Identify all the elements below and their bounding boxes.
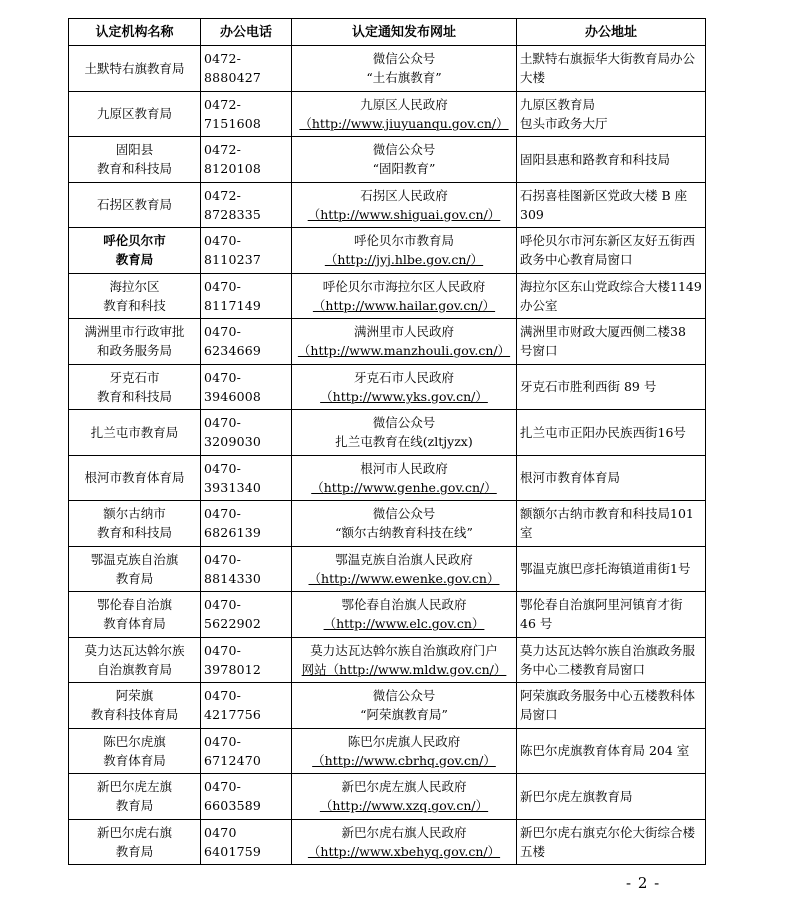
- table-row: [69, 774, 706, 820]
- website-source-label: 微信公众号: [372, 51, 436, 67]
- office-phone-cell: 0470-4217756: [201, 683, 292, 729]
- table-row: [69, 46, 706, 92]
- org-name-line: 教育体育局: [103, 752, 166, 768]
- org-name-cell: [69, 728, 201, 774]
- org-name-cell: [69, 683, 201, 729]
- office-address-text: 满洲里市财政大厦西侧二楼38 号窗口: [520, 324, 686, 359]
- table-row: [69, 410, 706, 456]
- website-link[interactable]: （http://www.shiguai.gov.cn/）: [307, 206, 501, 222]
- notice-website-cell: [292, 46, 517, 92]
- notice-website-cell: [292, 319, 517, 365]
- notice-website-cell: [292, 546, 517, 592]
- org-name-line: 土默特右旗教育局: [84, 60, 185, 76]
- notice-website-cell: [292, 137, 517, 183]
- office-address-text: 鄂温克旗巴彦托海镇道甫街1号: [520, 561, 691, 577]
- office-address-cell: [517, 228, 706, 274]
- table-row: [69, 182, 706, 228]
- table-row: [69, 501, 706, 547]
- website-source-label: 呼伦贝尔市教育局: [353, 233, 454, 249]
- notice-website-cell: [292, 91, 517, 137]
- office-address-cell: [517, 728, 706, 774]
- office-address-cell: [517, 683, 706, 729]
- office-phone-cell: 0470-3978012: [201, 637, 292, 683]
- wechat-account-name: “土右旗教育”: [366, 70, 442, 86]
- table-row: [69, 455, 706, 501]
- org-name-line: 教育局: [115, 798, 154, 814]
- office-phone-cell: 0470-8814330: [201, 546, 292, 592]
- org-name-line: 教育科技体育局: [90, 707, 179, 723]
- website-source-label: 根河市人民政府: [360, 460, 448, 476]
- notice-website-cell: [292, 683, 517, 729]
- org-name-line: 固阳县: [115, 142, 154, 158]
- office-address-text: 固阳县惠和路教育和科技局: [520, 151, 671, 167]
- table-row: [69, 91, 706, 137]
- office-phone-cell: 0472-7151608: [201, 91, 292, 137]
- notice-website-cell: [292, 501, 517, 547]
- table-header: [69, 19, 706, 46]
- header-phone: 办公电话: [201, 19, 292, 46]
- website-source-label: 陈巴尔虎旗人民政府: [347, 733, 461, 749]
- website-link[interactable]: （http://www.yks.gov.cn/）: [320, 388, 488, 404]
- notice-website-cell: [292, 182, 517, 228]
- org-name-cell: [69, 228, 201, 274]
- notice-website-cell: [292, 455, 517, 501]
- org-name-line: 教育局: [115, 570, 154, 586]
- org-name-cell: [69, 364, 201, 410]
- org-name-line: 和政务服务局: [96, 343, 172, 359]
- notice-website-cell: [292, 228, 517, 274]
- website-source-label: 莫力达瓦达斡尔族自治旗政府门户: [310, 642, 498, 658]
- office-phone-cell: 0470-5622902: [201, 592, 292, 638]
- office-address-text: 扎兰屯市正阳办民族西街16号: [520, 424, 686, 440]
- office-phone-cell: 0472-8728335: [201, 182, 292, 228]
- office-phone-cell: 0472-8120108: [201, 137, 292, 183]
- office-phone-cell: 0470-6603589: [201, 774, 292, 820]
- office-address-text: 新巴尔虎右旗克尔伦大街综合楼五楼: [520, 824, 696, 859]
- org-name-line: 新巴尔虎右旗: [96, 824, 172, 840]
- office-address-text: 鄂伦春自治旗阿里河镇育才街 46 号: [520, 597, 683, 632]
- office-address-cell: [517, 455, 706, 501]
- office-address-text: 新巴尔虎左旗教育局: [520, 788, 633, 804]
- org-name-line: 根河市教育体育局: [84, 470, 185, 486]
- org-name-line: 额尔古纳市: [103, 506, 166, 522]
- wechat-account-name: “阿荣旗教育局”: [360, 707, 448, 723]
- office-address-cell: [517, 819, 706, 865]
- table-row: [69, 546, 706, 592]
- notice-website-cell: [292, 637, 517, 683]
- office-address-text: 石拐喜桂图新区党政大楼 B 座 309: [520, 187, 688, 222]
- office-address-text: 九原区教育局 包头市政务大厅: [520, 96, 608, 131]
- office-address-text: 阿荣旗政务服务中心五楼教科体局窗口: [520, 688, 696, 723]
- org-name-cell: [69, 637, 201, 683]
- org-name-cell: [69, 410, 201, 456]
- office-address-text: 根河市教育体育局: [520, 470, 621, 486]
- org-name-line: 鄂伦春自治旗: [96, 597, 172, 613]
- website-source-label: 新巴尔虎右旗人民政府: [341, 824, 467, 840]
- website-source-label: 新巴尔虎左旗人民政府: [341, 779, 467, 795]
- table-row: [69, 364, 706, 410]
- office-address-cell: [517, 637, 706, 683]
- table-row: [69, 592, 706, 638]
- org-name-line: 莫力达瓦达斡尔族: [84, 642, 185, 658]
- office-address-cell: [517, 592, 706, 638]
- org-name-line: 满洲里市行政审批: [84, 324, 185, 340]
- office-phone-cell: 0470-6826139: [201, 501, 292, 547]
- website-source-label: 呼伦贝尔市海拉尔区人民政府: [322, 278, 486, 294]
- office-phone-cell: 0472-8880427: [201, 46, 292, 92]
- table-row: [69, 728, 706, 774]
- office-phone-cell: 0470-8117149: [201, 273, 292, 319]
- website-source-label: 九原区人民政府: [360, 96, 448, 112]
- website-source-label: 鄂温克族自治旗人民政府: [335, 551, 473, 567]
- header-website: 认定通知发布网址: [292, 19, 517, 46]
- office-phone-cell: 0470-3931340: [201, 455, 292, 501]
- office-address-cell: [517, 137, 706, 183]
- website-link[interactable]: （http://www.elc.gov.cn）: [323, 616, 485, 632]
- table-row: [69, 228, 706, 274]
- wechat-account-name: “固阳教育”: [372, 161, 436, 177]
- org-name-line: 海拉尔区: [109, 278, 160, 294]
- office-address-cell: [517, 319, 706, 365]
- office-address-text: 海拉尔区东山党政综合大楼1149 办公室: [520, 278, 702, 313]
- office-address-cell: [517, 364, 706, 410]
- website-source-label: 鄂伦春自治旗人民政府: [341, 597, 467, 613]
- org-name-cell: [69, 455, 201, 501]
- org-name-line: 石拐区教育局: [96, 197, 172, 213]
- header-row: [69, 19, 706, 46]
- office-address-cell: [517, 91, 706, 137]
- office-address-cell: [517, 501, 706, 547]
- office-address-cell: [517, 182, 706, 228]
- org-name-line: 鄂温克族自治旗: [90, 551, 179, 567]
- website-link[interactable]: （http://www.hailar.gov.cn/）: [312, 297, 496, 313]
- org-name-cell: [69, 774, 201, 820]
- office-address-text: 呼伦贝尔市河东新区友好五街西政务中心教育局窗口: [520, 233, 696, 268]
- org-name-cell: [69, 46, 201, 92]
- website-link[interactable]: （http://www.jiuyuanqu.gov.cn/）: [299, 115, 509, 131]
- notice-website-cell: [292, 774, 517, 820]
- website-link[interactable]: （http://www.genhe.gov.cn/）: [311, 479, 497, 495]
- office-address-cell: [517, 546, 706, 592]
- table-row: [69, 819, 706, 865]
- table-row: [69, 137, 706, 183]
- org-name-cell: [69, 546, 201, 592]
- table-row: [69, 273, 706, 319]
- office-address-cell: [517, 46, 706, 92]
- notice-website-cell: [292, 364, 517, 410]
- org-name-line: 牙克石市: [109, 369, 160, 385]
- org-name-line: 九原区教育局: [96, 106, 172, 122]
- office-phone-cell: 0470-6234669: [201, 319, 292, 365]
- website-link[interactable]: 网站（http://www.mldw.gov.cn/）: [301, 661, 507, 677]
- org-name-cell: [69, 501, 201, 547]
- website-source-label: 微信公众号: [372, 688, 436, 704]
- website-link[interactable]: （http://www.cbrhq.gov.cn/）: [312, 752, 496, 768]
- wechat-account-name: 扎兰屯教育在线(zltjyzx): [335, 434, 473, 450]
- website-link[interactable]: （http://jyj.hlbe.gov.cn/）: [324, 252, 484, 268]
- table-body: [69, 46, 706, 865]
- header-name: 认定机构名称: [69, 19, 201, 46]
- org-name-line: 新巴尔虎左旗: [96, 779, 172, 795]
- office-address-text: 莫力达瓦达斡尔族自治旗政务服务中心二楼教育局窗口: [520, 642, 696, 677]
- header-address: 办公地址: [517, 19, 706, 46]
- org-name-cell: [69, 273, 201, 319]
- office-address-cell: [517, 273, 706, 319]
- office-phone-cell: 0470 6401759: [201, 819, 292, 865]
- website-link[interactable]: （http://www.xbehyq.gov.cn/）: [307, 843, 501, 859]
- org-name-cell: [69, 592, 201, 638]
- office-address-text: 陈巴尔虎旗教育体育局 204 室: [520, 743, 690, 759]
- org-name-cell: [69, 182, 201, 228]
- office-address-cell: [517, 774, 706, 820]
- org-name-cell: [69, 319, 201, 365]
- website-source-label: 微信公众号: [372, 506, 436, 522]
- org-name-line: 教育和科技局: [96, 525, 172, 541]
- website-source-label: 微信公众号: [372, 142, 436, 158]
- notice-website-cell: [292, 819, 517, 865]
- office-address-cell: [517, 410, 706, 456]
- office-address-text: 额额尔古纳市教育和科技局101 室: [520, 506, 694, 541]
- office-phone-cell: 0470-6712470: [201, 728, 292, 774]
- website-source-label: 微信公众号: [372, 415, 436, 431]
- website-link[interactable]: （http://www.xzq.gov.cn/）: [319, 798, 489, 814]
- org-name-cell: [69, 91, 201, 137]
- org-name-line: 教育和科技局: [96, 161, 172, 177]
- notice-website-cell: [292, 273, 517, 319]
- org-name-line: 自治旗教育局: [96, 661, 172, 677]
- table-row: [69, 319, 706, 365]
- table-row: [69, 637, 706, 683]
- org-name-line: 教育体育局: [103, 616, 166, 632]
- notice-website-cell: [292, 728, 517, 774]
- office-phone-cell: 0470-3209030: [201, 410, 292, 456]
- notice-website-cell: [292, 592, 517, 638]
- notice-website-cell: [292, 410, 517, 456]
- organization-table: [68, 18, 706, 865]
- website-link[interactable]: （http://www.manzhouli.gov.cn/）: [297, 343, 511, 359]
- org-name-line: 扎兰屯市教育局: [90, 424, 179, 440]
- org-name-cell: [69, 819, 201, 865]
- website-link[interactable]: （http://www.ewenke.gov.cn）: [308, 570, 500, 586]
- office-address-text: 土默特右旗振华大街教育局办公大楼: [520, 51, 696, 86]
- org-name-line: 教育和科技局: [96, 388, 172, 404]
- office-phone-cell: 0470-8110237: [201, 228, 292, 274]
- page-number: - 2 -: [626, 874, 661, 892]
- office-address-text: 牙克石市胜利西街 89 号: [520, 379, 657, 395]
- wechat-account-name: “额尔古纳教育科技在线”: [335, 525, 473, 541]
- office-phone-cell: 0470-3946008: [201, 364, 292, 410]
- org-name-line: 教育局: [115, 252, 154, 268]
- org-name-line: 阿荣旗: [115, 688, 154, 704]
- org-name-line: 呼伦贝尔市: [103, 233, 166, 249]
- org-name-line: 教育和科技: [103, 297, 166, 313]
- website-source-label: 牙克石市人民政府: [353, 369, 454, 385]
- website-source-label: 满洲里市人民政府: [353, 324, 454, 340]
- org-name-line: 教育局: [115, 843, 154, 859]
- org-name-line: 陈巴尔虎旗: [103, 733, 166, 749]
- org-name-cell: [69, 137, 201, 183]
- website-source-label: 石拐区人民政府: [360, 187, 448, 203]
- table-row: [69, 683, 706, 729]
